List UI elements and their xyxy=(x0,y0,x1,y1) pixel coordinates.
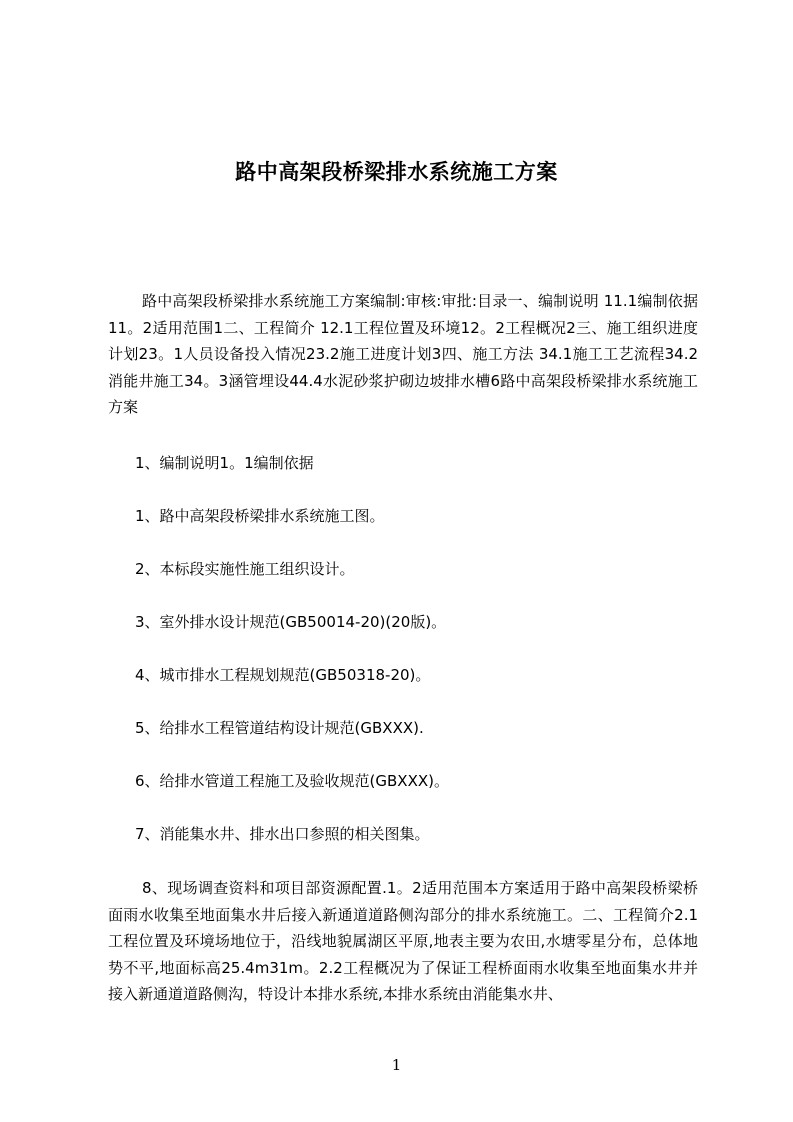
basis-item: 4、城市排水工程规划规范(GB50318-20)。 xyxy=(135,666,431,684)
body-paragraph: 8、现场调查资料和项目部资源配置.1。2适用范围本方案适用于路中高架段桥梁桥面雨水收集至地面集水井后接入新通道道路侧沟部分的排水系统施工。二、工程简介2.1工程位置及环境场地位于，沿线地貌属湖区平原,地表主要为农田,水塘零星分布，总体地势不平,地面标高25.4m31m。2.2工程概况为了保证工程桥面雨水收集至地面集水井并接入新通道道路侧沟，特设计本排水系统,本排水系统由消能集水井、 xyxy=(108,879,698,1003)
document-title: 路中高架段桥梁排水系统施工方案 xyxy=(235,160,558,185)
table-of-contents-paragraph: 路中高架段桥梁排水系统施工方案编制:审核:审批:目录一、编制说明 11.1编制依据11。2适用范围1二、工程简介 12.1工程位置及环境12。2工程概况2三、施工组织进度计划23。1人员设备投入情况23.2施工进度计划3四、施工方法 34.1施工工艺流程34.2消能井施工34。3涵管埋设44.4水泥砂浆护砌边坡排水槽6路中高架段桥梁排水系统施工方案 xyxy=(108,292,698,416)
basis-item: 6、给排水管道工程施工及验收规范(GBXXX)。 xyxy=(135,772,449,790)
basis-item: 1、路中高架段桥梁排水系统施工图。 xyxy=(135,507,385,525)
section-heading: 1、编制说明1。1编制依据 xyxy=(135,454,314,472)
basis-item: 2、本标段实施性施工组织设计。 xyxy=(135,560,355,578)
page-number: 1 xyxy=(391,1056,402,1074)
basis-item: 5、给排水工程管道结构设计规范(GBXXX). xyxy=(135,719,424,737)
basis-item: 3、室外排水设计规范(GB50014-20)(20版)。 xyxy=(135,613,447,631)
basis-item: 7、消能集水井、排水出口参照的相关图集。 xyxy=(135,825,430,843)
